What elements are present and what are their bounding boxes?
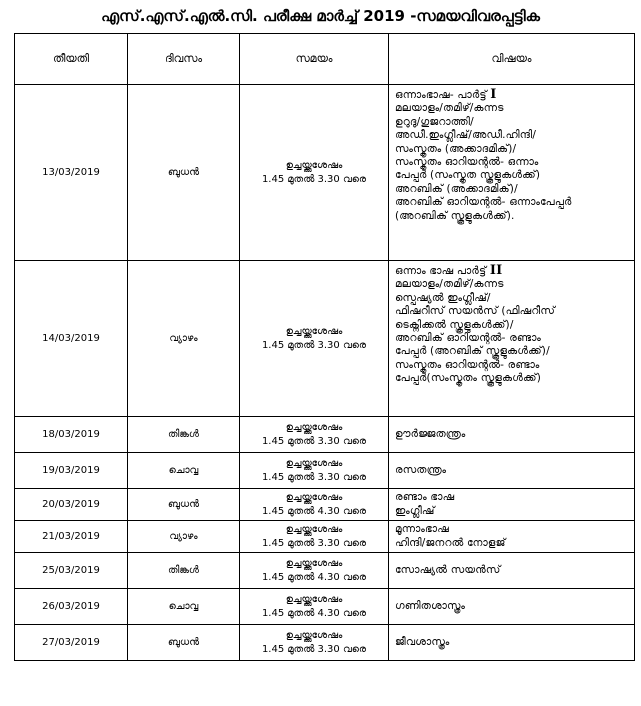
time-cell [240,261,389,417]
subject-line: സോഷ്യൽ സയൻസ് [395,563,501,576]
time-cell [240,589,389,625]
day-cell: തിങ്കൾ [128,553,240,589]
subject-line: ഉറുദു/ഗുജറാത്തി/ [395,115,474,128]
time-cell [240,521,389,553]
time-cell [240,453,389,489]
subject-line: ടെക്നിക്കൽ സ്കൂളുകൾക്ക്)/ [395,318,514,331]
time-range: 1.45 മുതൽ 4.30 വരെ [261,571,367,583]
day-cell: തിങ്കൾ [128,417,240,453]
subject-line: ഫിഷറീസ് സയൻസ് (ഫിഷറീസ് [395,305,556,318]
subject-line: ഗണിതശാസ്ത്രം [395,599,466,612]
header-row [15,34,635,85]
time-label: ഉച്ചയ്ക്കുശേഷം [285,492,343,504]
table-row [15,521,635,553]
time-range: 1.45 മുതൽ 3.30 വരെ [261,471,367,483]
subject-line: പേപ്പർ(സംസ്കൃതം സ്കൂളുകൾക്ക്) [395,372,541,385]
subject-line: പേപ്പർ (അറബിക് സ്കൂളുകൾക്ക്)/ [395,345,550,358]
time-cell [240,417,389,453]
subject-cell [389,85,635,261]
time-range: 1.45 മുതൽ 3.30 വരെ [261,173,367,185]
header-date: തീയതി [15,34,128,85]
table-row [15,453,635,489]
subject-line: സംസ്കൃതം ഓറിയന്റൽ- ഒന്നാം [395,156,539,169]
subject-line: അറബിക് ഓറിയന്റൽ- ഒന്നാംപേപ്പർ [395,196,572,209]
date-cell: 14/03/2019 [15,261,128,417]
time-range: 1.45 മുതൽ 4.30 വരെ [261,505,367,517]
subject-line: അഡീ.ഇംഗ്ലീഷ്/അഡീ.ഹിന്ദി/ [395,129,537,142]
subject-cell [389,417,635,453]
subject-cell [389,553,635,589]
date-cell: 20/03/2019 [15,489,128,521]
date-cell: 19/03/2019 [15,453,128,489]
date-cell: 21/03/2019 [15,521,128,553]
subject-line: സ്പെഷ്യൽ ഇംഗ്ലീഷ്/ [395,291,491,304]
subject-line: അറബിക് ഓറിയന്റൽ- രണ്ടാം [395,332,542,345]
time-range: 1.45 മുതൽ 3.30 വരെ [261,643,367,655]
day-cell: ബുധൻ [128,489,240,521]
subject-line: പേപ്പർ (സംസ്കൃത സ്കൂളുകൾക്ക്) [395,169,541,182]
time-range: 1.45 മുതൽ 3.30 വരെ [261,339,367,351]
table-row [15,489,635,521]
time-label: ഉച്ചയ്ക്കുശേഷം [285,524,343,536]
day-cell: ബുധൻ [128,625,240,661]
table-row [15,553,635,589]
table-row [15,589,635,625]
time-range: 1.45 മുതൽ 3.30 വരെ [261,537,367,549]
time-cell [240,553,389,589]
table-row [15,261,635,417]
subject-cell [389,489,635,521]
time-range: 1.45 മുതൽ 4.30 വരെ [261,607,367,619]
subject-line: രസതന്ത്രം [395,463,447,476]
table-row [15,625,635,661]
subject-line: മൂന്നാംഭാഷ [395,523,449,536]
date-cell: 25/03/2019 [15,553,128,589]
day-cell: ചൊവ്വ [128,453,240,489]
header-day: ദിവസം [128,34,240,85]
time-cell [240,85,389,261]
subject-cell [389,589,635,625]
subject-cell [389,261,635,417]
time-label: ഉച്ചയ്ക്കുശേഷം [285,422,343,434]
subject-line: സംസ്കൃതം (അക്കാദമിക്)/ [395,142,517,155]
subject-line: സംസ്കൃതം ഓറിയന്റൽ- രണ്ടാം [395,358,540,371]
day-cell: വ്യാഴം [128,261,240,417]
subject-line: അറബിക് (അക്കാദമിക്)/ [395,182,518,195]
time-label: ഉച്ചയ്ക്കുശേഷം [285,558,343,570]
table-row [15,85,635,261]
subject-heading: ഒന്നാംഭാഷ- പാർട്ട് I [395,87,497,102]
subject-heading: ഒന്നാം ഭാഷ പാർട്ട് II [395,263,503,278]
timetable [14,33,635,661]
time-label: ഉച്ചയ്ക്കുശേഷം [285,160,343,172]
date-cell: 18/03/2019 [15,417,128,453]
page-title: എസ്.എസ്.എൽ.സി. പരീക്ഷ മാർച്ച് 2019 -സമയവിവരപ്പട്ടിക [101,7,540,25]
time-label: ഉച്ചയ്ക്കുശേഷം [285,458,343,470]
header-time: സമയം [240,34,389,85]
time-cell [240,625,389,661]
subject-cell [389,521,635,553]
time-cell [240,489,389,521]
subject-line: ഊർജ്ജതന്ത്രം [395,427,466,440]
time-label: ഉച്ചയ്ക്കുശേഷം [285,326,343,338]
date-cell: 13/03/2019 [15,85,128,261]
subject-line: മലയാളം/തമിഴ്/കന്നട [395,102,504,115]
day-cell: ചൊവ്വ [128,589,240,625]
subject-line: (അറബിക് സ്കൂളുകൾക്ക്). [395,209,515,222]
table-row [15,417,635,453]
subject-cell [389,625,635,661]
header-subject: വിഷയം [389,34,635,85]
day-cell: ബുധൻ [128,85,240,261]
subject-line: ഹിന്ദി/ജനറൽ നോളജ് [395,536,506,549]
subject-line: ജീവശാസ്ത്രം [395,635,450,648]
time-label: ഉച്ചയ്ക്കുശേഷം [285,630,343,642]
subject-line: രണ്ടാം ഭാഷ [395,491,455,504]
subject-line: ഇംഗ്ലീഷ് [395,504,435,517]
date-cell: 27/03/2019 [15,625,128,661]
subject-line: മലയാളം/തമിഴ്/കന്നട [395,278,504,291]
time-label: ഉച്ചയ്ക്കുശേഷം [285,594,343,606]
day-cell: വ്യാഴം [128,521,240,553]
date-cell: 26/03/2019 [15,589,128,625]
subject-cell [389,453,635,489]
time-range: 1.45 മുതൽ 3.30 വരെ [261,435,367,447]
